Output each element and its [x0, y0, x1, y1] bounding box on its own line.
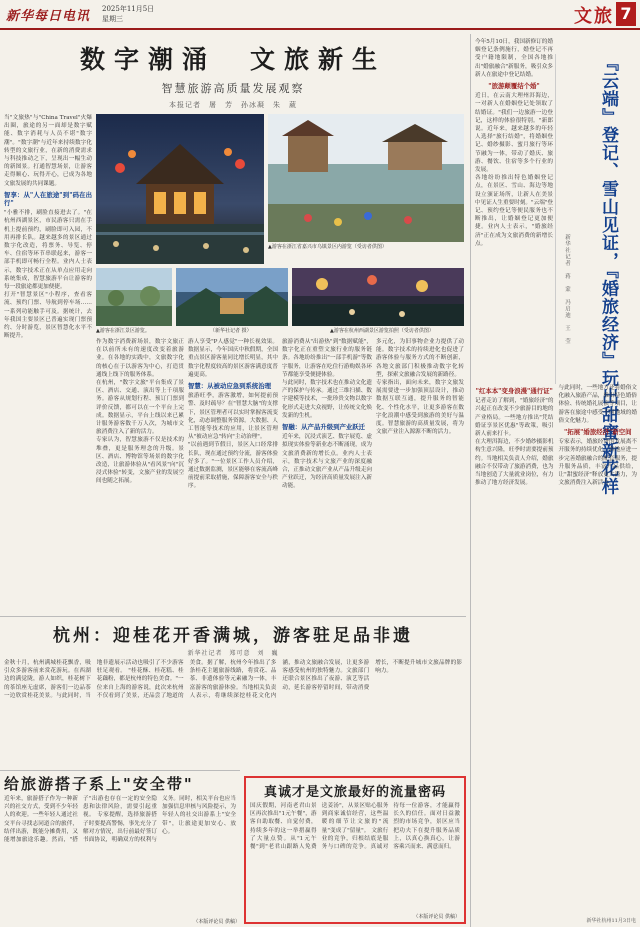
- wedding-dateline: 新华社杭州11月3日电: [586, 918, 636, 924]
- feature-column-1: [4, 114, 92, 604]
- safety-note: （本版评论员 供稿）: [193, 919, 240, 925]
- feature-column-2: [96, 338, 184, 604]
- wedding-column-2: [475, 384, 637, 912]
- feature-body-4: 旅游消费从"出游热"到"数据赋能"，数字化正在重塑文旅行业的服务链条。各地纷纷推出"一部手机游"等数字服务，让游客在吃住行游购娱各环节都能享受便捷体验。 与此同时，数字技术也在推动文化遗产的保护与传承。通过三维扫描、数字建模等技术，一批珍贵文物以数字化形式走进大众视野，让传统文化焕发新的生机。: [282, 339, 372, 419]
- honest-body: 国庆假期，河南老君山景区再次推出"1元午餐"，游客自助取餐、自觉付费，持续多年的这一举措赢得了大量点赞。从"1元午餐"到"老君山跟路人免费送姜汤"，从景区贴心服务到商家诚信经营，这些温暖的细节让文旅的"流量"变成了"留量"。 文旅行业的竞争，归根结底是服务与口碑的竞争。真诚对待每一位游客，才能赢得长久的信任。面对日益激烈的市场竞争，景区应当把功夫下在提升服务品质上，以真心换真心，让游客乘兴而来、满意而归。: [250, 803, 460, 851]
- photo-lantern-night-image: [96, 114, 264, 264]
- wedding-body-1: 近日，在云南大理州洱海边，一对新人在婚姻登记处领取了结婚证。"我们一边旅游一边登记，这样的体验很特别。"新郎说。近年来，越来越多的年轻人选择"旅行结婚"，将婚姻登记、婚纱摄影、蜜月旅行等环节融为一体，带动了婚庆、旅游、餐饮、住宿等多个行业的发展。 各地纷纷推出特色婚姻登记点，在景区、雪山、海边等地设立颁证场所，让新人在美景中见证人生重要时刻。"云端"登记、预约登记等便民服务也不断推出，让婚姻登记更加便捷。业内人士表示，"婚旅经济"正在成为文旅消费的新增长点。: [475, 93, 553, 247]
- feature-column-3: [188, 338, 278, 604]
- date-line: 2025年11月5日: [102, 5, 155, 13]
- safety-body: 近年来，旅游搭子作为一种新兴的社交方式，受到不少年轻人的欢迎。一些年轻人通过社交平台寻找志同道合的旅伴，结伴出游，既能分摊费用，又能增加旅途乐趣。然而，"搭子"出游也存在一定的安全隐患和法律风险，需要引起重视。 专家提醒，选择旅游搭子时要提高警惕，事先充分了解对方情况，出行前最好签订书面协议，明确双方的权利与义务。同时，相关平台也应当加强信息审核与风险提示，为年轻人的社交出游系上"安全带"，让旅途更加安心、放心。: [4, 796, 236, 844]
- wedding-column-1: [475, 38, 553, 376]
- photo-waterfront-image: [268, 114, 464, 242]
- wedding-body-3: 专家表示，婚旅经济的发展离不开服务的持续优化。各地应进一步完善婚旅融合的配套服务，提升服务品质，丰富产品供给，让"甜蜜经济"释放更大潜力，为文旅消费注入新活力。: [558, 439, 637, 487]
- wedding-subhead-3: "拓展"婚旅经济"新空间: [563, 428, 632, 437]
- masthead: 新华每日电讯: [6, 9, 91, 24]
- feature-column-5: [376, 338, 464, 604]
- photo-scenic-mid: [176, 268, 288, 326]
- photo-caption-left: ▲游客在浙江景区游览。: [96, 328, 150, 334]
- feature-intro: 当"文旅热"与"China Travel"火爆出圈，旅途的另一面却是数字赋能、数字消耗与人员不堪"数字潮"。"数字潮"与近年来持续数字化转型的文旅行业，在新的消费需求与科技推动之下，呈现出一幅生动的新图景。打通智慧场景，让游客走得顺心、玩得开心，已成为各地文旅发展的共同课题。: [4, 115, 92, 187]
- feature-body-3b: 旅游旺季，游客激增，如何提前预警、及时疏导？在"智慧大脑"的支撑下，景区管理者可以实时掌握客流变化，动态调整服务资源。大数据、人工智能等技术的应用，让景区管理从"被动应急"转向"主动治理"。 "以前遇到节假日，景区入口经常排长队，现在通过预约分流，游客体验好多了。"一位景区工作人员介绍，通过数据监测，景区能够在客流高峰前提前采取措施，保障游客安全与秩序。: [188, 393, 278, 490]
- divider-line: [555, 54, 556, 384]
- photo-scenic-left-image: [96, 268, 172, 326]
- photo-scenic-right-image: [292, 268, 464, 326]
- feature-subhead-2: 智慧：从被动应急到系统治理: [188, 382, 272, 391]
- photo-caption-right: ▲游客在杭州西湖景区游览拍照（受访者供图）: [330, 328, 434, 334]
- feature-subhead-1: 智享：从"人在旅途"到"码在出行": [4, 190, 92, 208]
- hangzhou-article: [0, 616, 466, 766]
- hangzhou-byline: 新华社记者 郑可意 刘 巍: [187, 650, 279, 657]
- wedding-tourism-article: [470, 34, 640, 927]
- wedding-byline: 新华社记者 蒋 蒙 冯启迪 王 莹: [564, 234, 570, 345]
- feature-headline: 数字潮涌 文旅新生: [79, 45, 386, 74]
- feature-subhead-3: 智融：从产品升级到产业跃迁: [282, 423, 366, 432]
- feature-article: [0, 34, 466, 612]
- weekday-line: 星期三: [102, 15, 123, 23]
- feature-body-2: 作为数字消费新场景，数字文旅正在以前所未有的速度改变着旅游业。在各地的实践中，文旅数字化的核心在于以游客为中心，打造贯通线上线下的服务体系。 在杭州，"数字文旅"平台集成了景区、酒店、交通、演出等上千项服务。游客从规划行程、预订门票到评价反馈，都可以在一个平台上完成。数据显示，平台上线以来已累计服务游客数千万人次，为城市文旅消费注入了新的活力。 专家认为，智慧旅游不仅是技术的堆叠，更是服务理念的升级。景区、酒店、博物馆等场景的数字化改造，让旅游体验从"看风景"向"沉浸式体验"转变，文旅产业的发展空间也随之拓展。: [96, 339, 184, 485]
- honest-commentary-box: [244, 776, 466, 924]
- wedding-subhead-2: "红本本"变身浪漫"通行证": [475, 387, 553, 395]
- feature-column-4: [282, 338, 372, 604]
- issue-date: [102, 4, 154, 24]
- photo-caption-mid: （新华社记者 摄）: [210, 328, 252, 334]
- photo-scenic-left: [96, 268, 172, 326]
- wedding-body-2: 记者走访了解到，"婚旅经济"的兴起正在改变不少旅游目的地的产业格局。一些地方推出"凭结婚证享景区优惠"等政策，吸引新人前来打卡。 在大理洱海边，不少婚纱摄影机构生意兴隆，旺季时需要提前预约。当地相关负责人介绍，婚旅融合不仅带动了旅游消费，也为当地创造了大量就业岗位，有力推动了地方经济发展。 与此同时，一些地方还将婚俗文化融入旅游产品，推出特色婚俗体验、传统婚礼展演等项目，让游客在旅途中感受不同地域的婚俗文化魅力。: [475, 385, 637, 487]
- page-header: [0, 0, 640, 30]
- photo-lantern-night: [96, 114, 264, 264]
- feature-byline: 本报记者 屠 芳 孙冰凝 朱 葳: [169, 101, 297, 109]
- honest-note: （本版评论员 供稿）: [413, 914, 460, 920]
- feature-subheadline: 智慧旅游高质量发展观察: [161, 82, 305, 95]
- honest-headline: 真诚才是文旅最好的流量密码: [263, 785, 446, 800]
- feature-body-5: 多元化，为旧事物企业力提供了动能。数字技术的持续进化也促进了游客体验与服务方式的不断创新，各地文旅部门积极推动数字化转型，探索文旅融合发展的新路径。 专家指出，面向未来，数字文旅发展需要进一步加强顶层设计，推动数据互联互通，提升服务的智能化、个性化水平，让更多游客在数字化浪潮中感受到旅游的美好与温度。智慧旅游的高质量发展，将为文旅产业注入源源不断的活力。: [376, 339, 464, 436]
- photo-waterfront: [268, 114, 464, 242]
- hangzhou-body: 金秋十月，杭州满城桂花飘香，吸引众多游客前来赏花游玩。在西湖边的满觉陇，游人如织，桂花树下的茶馆座无虚席，游客们一边品茶一边欣赏桂花美景。与此同时，当地非遗展示活动也吸引了不少游客驻足观看。 "桂花酥、桂花糕、桂花藕粉，都是杭州的特色美食。"一位来自上海的游客说，此次来杭州不仅看到了美景，还品尝了地道的美食。据了解，杭州今年推出了多条桂花主题旅游线路，将赏花、品茶、非遗体验等元素融为一体，丰富游客的旅游体验。当地相关负责人表示，将继续深挖桂花文化内涵，推动文旅融合发展，让更多游客感受杭州的独特魅力。文旅部门还联合景区推出了夜游、演艺等活动，延长游客停留时间，带动消费增长，不断提升城市文旅品牌的影响力。: [4, 660, 462, 699]
- wedding-subhead-1: "旅游颠覆结个婚": [488, 82, 540, 91]
- wedding-headline: 『云端』登记、雪山见证，『婚旅经济』玩出甜蜜新花样: [598, 54, 618, 496]
- photo-scenic-mid-image: [176, 268, 288, 326]
- feature-body-3: 游人享受"P人感觉"一种长视效果。数据显示，今年国庆中秋假期，全国重点景区游客量同比增长明显，其中数字化程度较高的景区游客满意度普遍更高。: [188, 339, 278, 378]
- safety-commentary: [0, 770, 240, 927]
- page-number: 7: [616, 2, 636, 26]
- feature-body-4b: 近年来，沉浸式演艺、数字展览、虚拟现实体验等新业态不断涌现，成为文旅消费新的增长点。业内人士表示，数字技术与文旅产业的深度融合，正推动文旅产业从产品升级走向产业跃迁，为经济高质量发展注入新动能。: [282, 434, 372, 490]
- photo-scenic-right: [292, 268, 464, 326]
- photo-caption-top: ▲游客在浙江省嘉兴市乌镇景区内游览（受访者供图）: [268, 244, 387, 250]
- section-label: 文旅: [574, 6, 614, 27]
- feature-body-1: "小雅不排，刷脸直接进去了。"在杭州西湖景区，市民游客只需在手机上提前预约，刷脸即可入园，不用再排长队。越来越多的景区通过数字化改造，将票务、导览、停车、住宿等环节串联起来，游客一部手机即可畅行全程。业内人士表示，数字技术正在从单点应用走向系统集成，智慧旅游平台让游客的每一段旅途都更加便捷。 打开"智慧景区"小程序，查看客流、预约门票、导航到停车场……一系列功能触手可及。据统计，去年我国主要景区已普遍实现门票预约、分时游览，景区智慧化水平不断提升。: [4, 210, 92, 340]
- safety-headline: 给旅游搭子系上"安全带": [4, 775, 194, 793]
- hangzhou-headline: 杭州：迎桂花开香满城，游客驻足品非遗: [53, 626, 413, 646]
- wedding-intro: 今年5月10日，我国新修订的婚姻登记条例施行，婚登记不再受户籍地限制，全国各地推出"婚旅融合"新服务，吸引众多新人在旅途中登记结婚。: [475, 39, 553, 78]
